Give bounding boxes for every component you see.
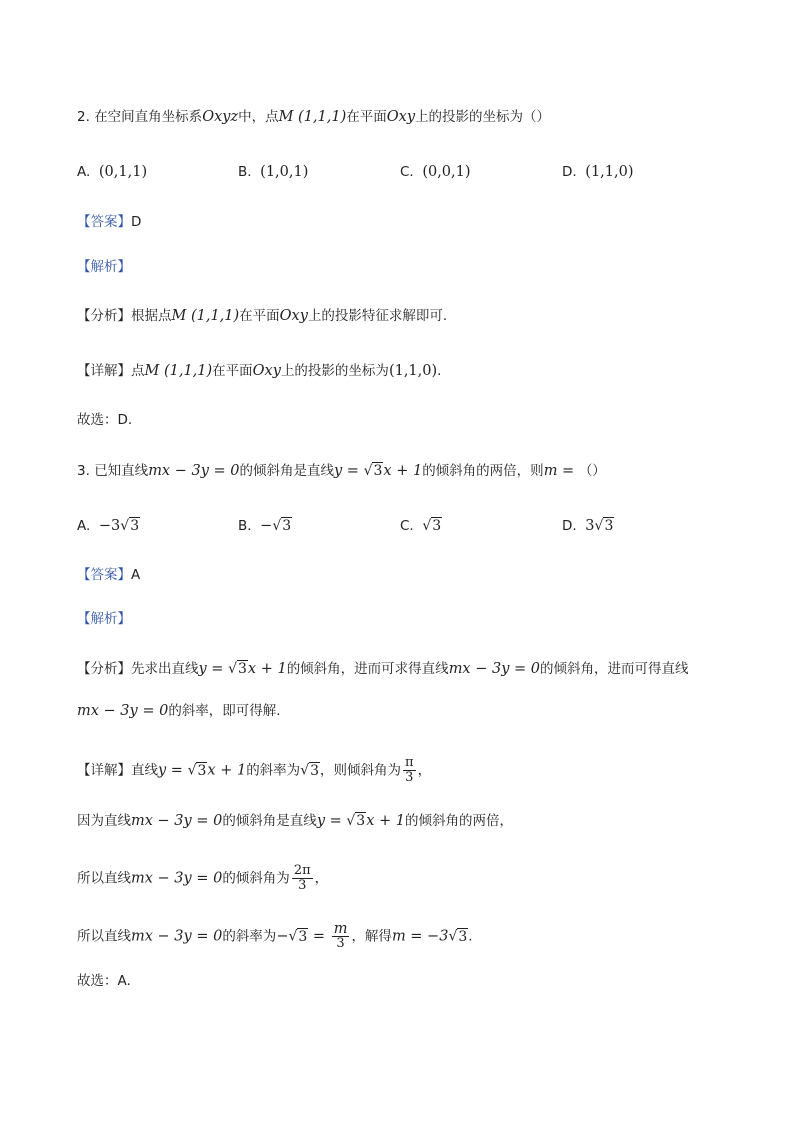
radicand: 3 xyxy=(237,661,247,677)
q2-option-d xyxy=(562,162,634,182)
option-label: C. xyxy=(400,164,414,180)
text: 的倾斜角的两倍， xyxy=(405,813,513,829)
fenxi-tag: 【分析】 xyxy=(77,308,131,324)
text: 在平面 xyxy=(239,308,280,324)
q2-stem xyxy=(77,107,550,127)
q2-fenxi xyxy=(77,306,447,326)
text: 在平面 xyxy=(212,363,253,379)
option-label: D. xyxy=(562,518,577,534)
q3-answer xyxy=(77,565,140,585)
math: y = xyxy=(316,813,347,829)
answer-tag: 【答案】 xyxy=(77,567,131,583)
option-label: B. xyxy=(238,164,252,180)
denominator: 3 xyxy=(298,878,307,893)
q2-plane: Oxy xyxy=(386,109,416,125)
sqrt: √3 xyxy=(288,928,308,945)
text: 所以直线 xyxy=(77,870,131,887)
q3-jiexi xyxy=(77,609,131,629)
text: 上的投影特征求解即可. xyxy=(307,308,448,324)
math: mx − 3y = 0 xyxy=(148,463,240,479)
q3-number: 3. xyxy=(77,463,90,479)
numerator: π xyxy=(405,755,414,770)
text: 的倾斜角是直线 xyxy=(222,813,317,829)
q2-stem-text: 上的投影的坐标为（） xyxy=(415,109,551,125)
option-value: (1,1,0) xyxy=(585,164,634,180)
text: . xyxy=(468,928,473,945)
radicand: 3 xyxy=(282,518,292,534)
option-coef: − xyxy=(260,518,273,534)
q3-stem xyxy=(77,461,606,481)
text: 所以直线 xyxy=(77,928,131,945)
sqrt: √3 xyxy=(272,518,292,534)
xiangjie-tag: 【详解】 xyxy=(77,762,131,779)
math: y = xyxy=(334,463,364,479)
sqrt: √3 xyxy=(300,762,320,779)
text: 的斜率，即可得解. xyxy=(168,703,281,719)
sqrt: √3 xyxy=(448,928,468,945)
option-value: (1,0,1) xyxy=(260,164,309,180)
q2-answer xyxy=(77,212,141,232)
text: ， xyxy=(417,762,432,779)
math: mx − 3y = 0 xyxy=(77,703,169,719)
math: y = xyxy=(158,762,188,779)
q3-option-c xyxy=(400,516,442,536)
option-coef: −3 xyxy=(98,518,121,534)
q2-option-b xyxy=(238,162,308,182)
text: 的斜率为 xyxy=(222,928,277,945)
radicand: 3 xyxy=(432,518,442,534)
math: m = xyxy=(543,463,579,479)
math: Oxy xyxy=(279,308,308,324)
radicand: 3 xyxy=(197,762,207,779)
text: 因为直线 xyxy=(77,813,131,829)
math: x + 1 xyxy=(366,813,405,829)
text: 的倾斜角为 xyxy=(222,870,290,887)
math: − xyxy=(276,928,289,945)
numerator: 2π xyxy=(293,863,311,878)
fenxi-tag: 【分析】 xyxy=(77,661,131,677)
numerator: m xyxy=(333,921,348,937)
option-label: C. xyxy=(400,518,414,534)
q3-xiangjie-line2 xyxy=(77,811,513,831)
q3-guxuan xyxy=(77,971,131,991)
math: mx − 3y = 0 xyxy=(131,928,223,945)
text: ，则倾斜角为 xyxy=(320,762,402,779)
radicand: 3 xyxy=(356,813,366,829)
sqrt: √3 xyxy=(228,661,247,677)
text: 直线 xyxy=(131,762,158,779)
q2-stem-text: 在空间直角坐标系 xyxy=(94,109,203,125)
math: (1,1,0) xyxy=(388,363,438,379)
radicand: 3 xyxy=(298,928,308,945)
radicand: 3 xyxy=(310,762,320,779)
denominator: 3 xyxy=(405,770,414,785)
xiangjie-tag: 【详解】 xyxy=(77,363,131,379)
option-value: (0,1,1) xyxy=(98,164,148,180)
jiexi-tag: 【解析】 xyxy=(77,611,131,627)
radicand: 3 xyxy=(604,518,614,534)
sqrt: √3 xyxy=(346,813,366,829)
text: （） xyxy=(578,463,606,479)
math: M (1,1,1) xyxy=(171,308,240,324)
q3-option-b xyxy=(238,516,292,536)
text: 先求出直线 xyxy=(131,661,199,677)
option-coef: 3 xyxy=(585,518,595,534)
math: y = xyxy=(198,661,229,677)
q2-stem-text: 中，点 xyxy=(238,109,279,125)
conclusion: 故选：D. xyxy=(77,412,133,428)
math: m = −3 xyxy=(391,928,449,945)
math: x + 1 xyxy=(207,762,247,779)
answer-value: A xyxy=(131,567,141,583)
math: x + 1 xyxy=(383,463,423,479)
sqrt: √3 xyxy=(422,518,442,534)
text: 的倾斜角的两倍，则 xyxy=(422,463,544,479)
q3-xiangjie-line4 xyxy=(77,922,473,951)
q2-coord-system: Oxyz xyxy=(202,109,239,125)
radicand: 3 xyxy=(130,518,140,534)
radicand: 3 xyxy=(373,463,383,479)
text: 根据点 xyxy=(131,308,172,324)
q2-stem-text: 在平面 xyxy=(346,109,387,125)
q2-option-c xyxy=(400,162,471,182)
q2-option-a xyxy=(77,162,147,182)
answer-value: D xyxy=(131,214,142,230)
math: Oxy xyxy=(252,363,281,379)
option-label: D. xyxy=(562,164,577,180)
q2-number: 2. xyxy=(77,109,90,125)
q2-guxuan xyxy=(77,410,132,430)
answer-tag: 【答案】 xyxy=(77,214,131,230)
math: x + 1 xyxy=(247,661,287,677)
text: 上的投影的坐标为 xyxy=(280,363,389,379)
conclusion: 故选：A. xyxy=(77,973,131,989)
math: M (1,1,1) xyxy=(144,363,213,379)
q2-jiexi xyxy=(77,257,131,277)
text: 点 xyxy=(131,363,145,379)
radicand: 3 xyxy=(458,928,468,945)
text: 的倾斜角是直线 xyxy=(239,463,334,479)
text: 已知直线 xyxy=(94,463,149,479)
denominator: 3 xyxy=(336,936,345,951)
fraction xyxy=(403,756,416,785)
text: . xyxy=(437,363,442,379)
q2-point: M (1,1,1) xyxy=(278,109,347,125)
math: mx − 3y = 0 xyxy=(131,870,223,887)
q2-xiangjie xyxy=(77,361,441,381)
option-label: A. xyxy=(77,164,91,180)
sqrt: √3 xyxy=(187,762,207,779)
sqrt: √3 xyxy=(363,463,383,479)
q3-option-d xyxy=(562,516,614,536)
q3-xiangjie-line3 xyxy=(77,864,328,893)
text: 的倾斜角，进而可得直线 xyxy=(540,661,689,677)
math: mx − 3y = 0 xyxy=(448,661,540,677)
math: mx − 3y = 0 xyxy=(131,813,223,829)
text: ，解得 xyxy=(351,928,392,945)
q3-fenxi-line1 xyxy=(77,659,689,679)
option-label: B. xyxy=(238,518,252,534)
jiexi-tag: 【解析】 xyxy=(77,259,131,275)
q3-xiangjie-line1 xyxy=(77,756,431,785)
text: ， xyxy=(314,870,329,887)
sqrt: √3 xyxy=(594,518,614,534)
option-value: (0,0,1) xyxy=(422,164,471,180)
math: = xyxy=(308,928,330,945)
fraction xyxy=(292,864,313,893)
q3-option-a xyxy=(77,516,140,536)
option-label: A. xyxy=(77,518,91,534)
q3-fenxi-line2 xyxy=(77,701,281,721)
text: 的斜率为 xyxy=(246,762,301,779)
text: 的倾斜角，进而可求得直线 xyxy=(286,661,449,677)
sqrt: √3 xyxy=(120,518,140,534)
fraction xyxy=(332,922,350,951)
